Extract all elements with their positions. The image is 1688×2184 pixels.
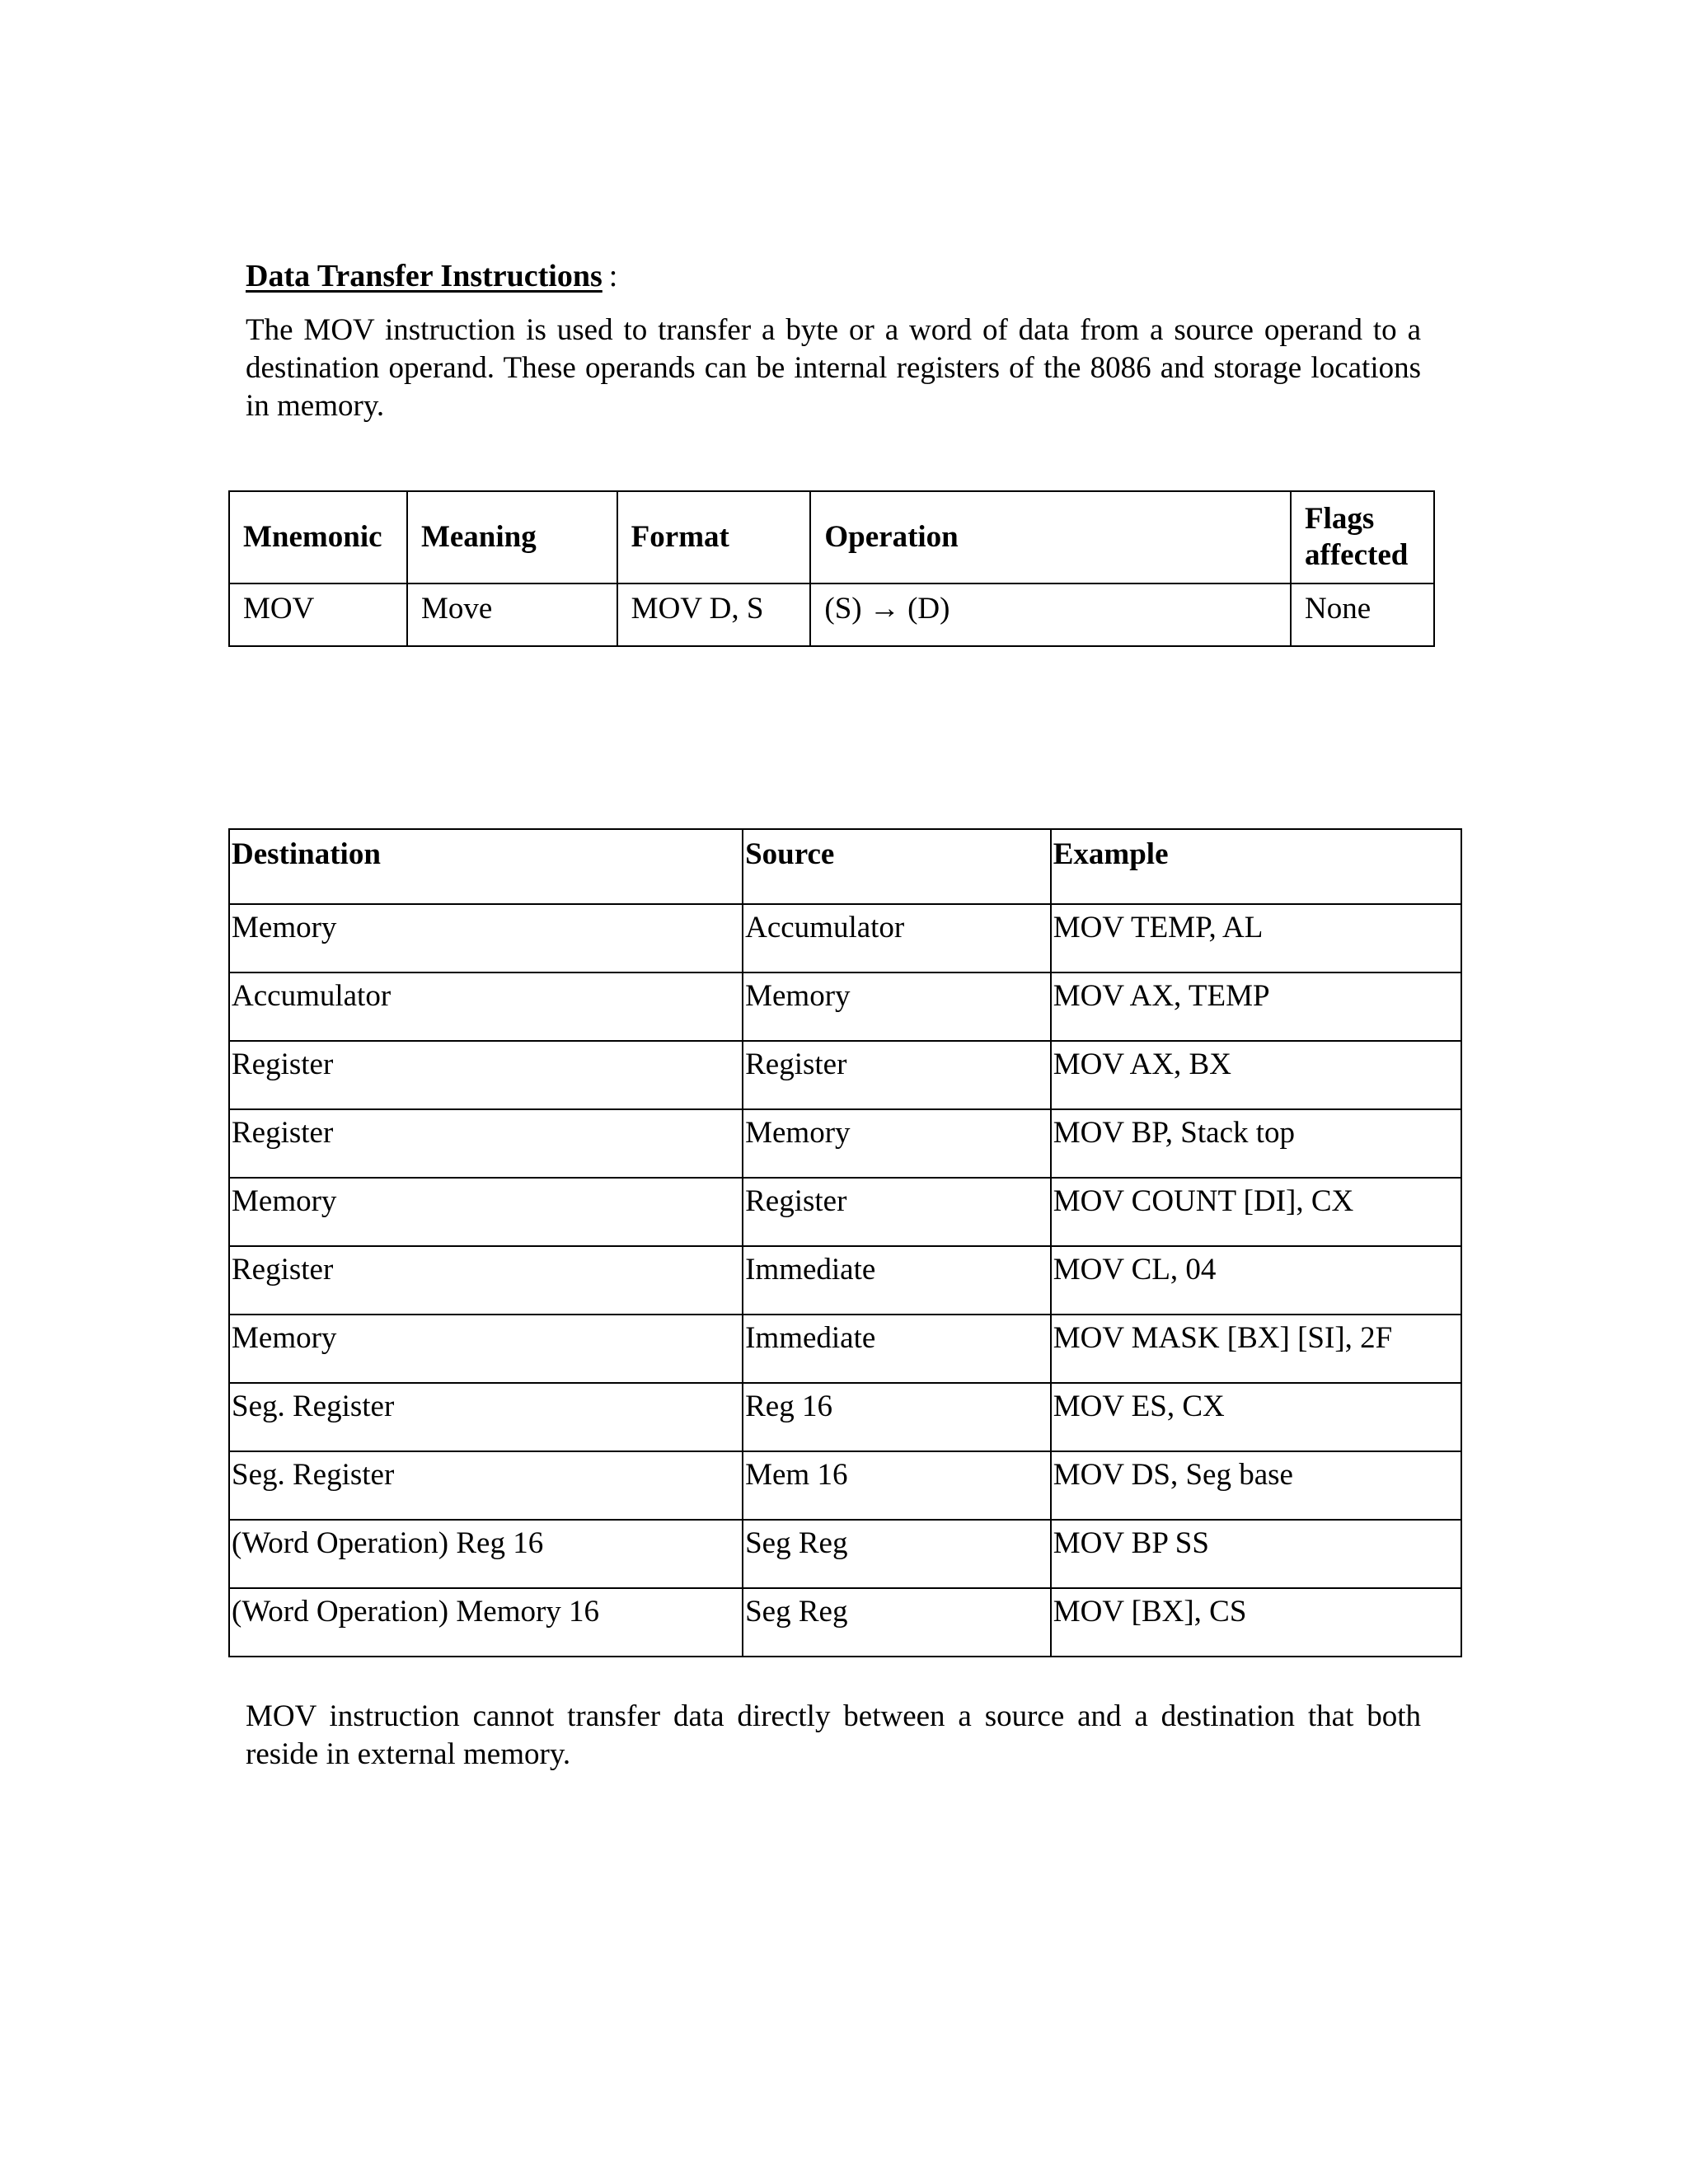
table-row [229,1041,1461,1109]
table-row [229,1520,1461,1588]
header-mnemonic: Mnemonic [229,491,407,583]
header-destination: Destination [229,829,743,904]
cell-source: Mem 16 [743,1451,1051,1520]
cell-destination: Register [229,1109,743,1178]
cell-example: MOV [BX], CS [1051,1588,1461,1657]
cell-example: MOV COUNT [DI], CX [1051,1178,1461,1246]
section-heading [246,255,617,297]
cell-operation: (S) → (D) [810,583,1291,646]
transfer-table [228,828,1462,1657]
cell-destination: (Word Operation) Memory 16 [229,1588,743,1657]
cell-example: MOV CL, 04 [1051,1246,1461,1315]
table-row [229,1315,1461,1383]
table-row [229,583,1434,646]
cell-flags: None [1291,583,1434,646]
header-example: Example [1051,829,1461,904]
section-title: Data Transfer Instructions [246,259,603,293]
cell-example: MOV AX, TEMP [1051,972,1461,1041]
cell-source: Seg Reg [743,1588,1051,1657]
table-row [229,904,1461,972]
cell-source: Register [743,1041,1051,1109]
cell-example: MOV ES, CX [1051,1383,1461,1451]
cell-destination: Seg. Register [229,1383,743,1451]
cell-example: MOV MASK [BX] [SI], 2F [1051,1315,1461,1383]
cell-destination: Memory [229,1178,743,1246]
mnemonic-table [228,490,1435,647]
table-row [229,1451,1461,1520]
transfer-table-header-row [229,829,1461,904]
cell-destination: Memory [229,1315,743,1383]
cell-example: MOV BP, Stack top [1051,1109,1461,1178]
header-source: Source [743,829,1051,904]
intro-paragraph: The MOV instruction is used to transfer a byte or a word of data from a source operand to a destination operand. These operands can be internal registers of the 8086 and storage locations in memory. [246,313,1421,423]
cell-destination: Register [229,1246,743,1315]
cell-example: MOV TEMP, AL [1051,904,1461,972]
header-format: Format [617,491,811,583]
table-row [229,1383,1461,1451]
cell-source: Memory [743,1109,1051,1178]
header-operation: Operation [810,491,1291,583]
header-meaning: Meaning [407,491,617,583]
cell-destination: (Word Operation) Reg 16 [229,1520,743,1588]
cell-format: MOV D, S [617,583,811,646]
cell-meaning: Move [407,583,617,646]
cell-source: Register [743,1178,1051,1246]
cell-source: Immediate [743,1246,1051,1315]
cell-example: MOV AX, BX [1051,1041,1461,1109]
cell-source: Memory [743,972,1051,1041]
cell-source: Immediate [743,1315,1051,1383]
header-flags-affected: Flags affected [1291,491,1434,583]
cell-source: Reg 16 [743,1383,1051,1451]
table-row [229,1246,1461,1315]
cell-destination: Memory [229,904,743,972]
section-title-colon: : [608,259,618,293]
cell-source: Seg Reg [743,1520,1051,1588]
note-paragraph: MOV instruction cannot transfer data directly between a source and a destination that both reside in external memory. [246,1699,1421,1771]
mnemonic-table-header-row [229,491,1434,583]
cell-example: MOV DS, Seg base [1051,1451,1461,1520]
cell-destination: Register [229,1041,743,1109]
table-row [229,972,1461,1041]
cell-destination: Accumulator [229,972,743,1041]
cell-example: MOV BP SS [1051,1520,1461,1588]
cell-mnemonic: MOV [229,583,407,646]
cell-source: Accumulator [743,904,1051,972]
cell-destination: Seg. Register [229,1451,743,1520]
table-row [229,1109,1461,1178]
table-row [229,1178,1461,1246]
table-row [229,1588,1461,1657]
